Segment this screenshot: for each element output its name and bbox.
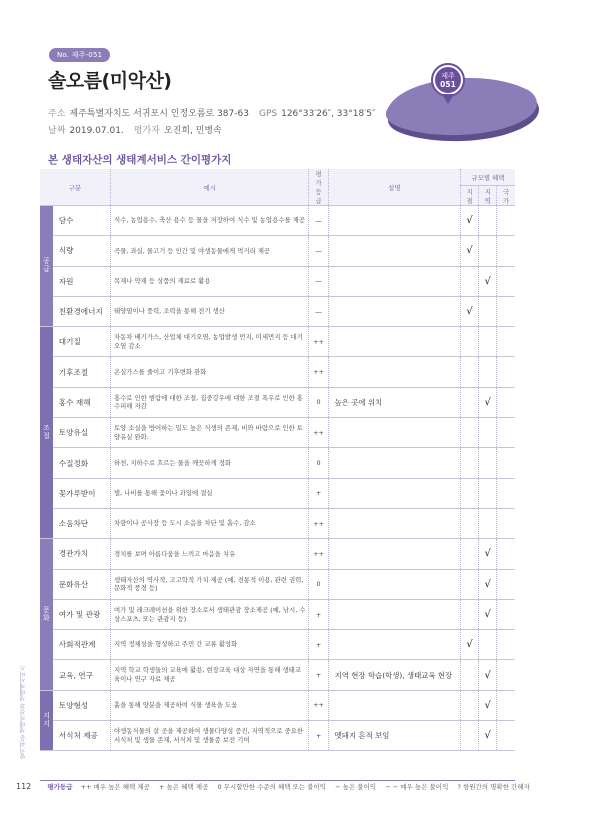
- check-national: [497, 206, 515, 236]
- legend-item: − − 매우 높은 불이익: [385, 783, 449, 791]
- table-row: [40, 448, 515, 478]
- check-national: [497, 508, 515, 538]
- check-regional: √: [479, 690, 497, 720]
- gps-value: 126°33′26″, 33°18′5″: [281, 109, 376, 119]
- check-national: [497, 387, 515, 417]
- service-grade: ++: [309, 418, 328, 448]
- service-example: 하천, 지하수로 흐르는 물을 깨끗하게 정화: [110, 448, 309, 478]
- check-local: √: [461, 206, 479, 236]
- table-row: [40, 387, 515, 417]
- service-description: [328, 448, 460, 478]
- check-national: [497, 660, 515, 690]
- service-description: [328, 236, 460, 266]
- check-national: [497, 236, 515, 266]
- service-example: 흙을 통해 양분을 제공하여 식물 생육을 도움: [110, 690, 309, 720]
- table-row: [40, 539, 515, 569]
- service-description: 높은 곳에 위치: [328, 387, 460, 417]
- service-example: 목재나 약재 등 상품의 재료로 활용: [110, 266, 309, 296]
- check-regional: [479, 296, 497, 326]
- date-value: 2019.07.01.: [69, 126, 124, 136]
- check-regional: [479, 448, 497, 478]
- check-local: [461, 357, 479, 387]
- check-local: [461, 508, 479, 538]
- header-desc: 설명: [328, 169, 460, 206]
- check-local: [461, 448, 479, 478]
- service-name: 소음차단: [53, 508, 111, 538]
- check-regional: [479, 478, 497, 508]
- service-name: 친환경에너지: [53, 296, 111, 326]
- service-example: 벌, 나비를 통해 꽃이나 과일에 결실: [110, 478, 309, 508]
- check-regional: √: [479, 599, 497, 629]
- service-name: 경관가치: [53, 539, 111, 569]
- service-description: [328, 266, 460, 296]
- service-name: 담수: [53, 206, 111, 236]
- service-name: 여가 및 관광: [53, 599, 111, 629]
- table-row: [40, 599, 515, 629]
- legend-item: ++ 매우 높은 혜택 제공: [80, 783, 150, 791]
- service-name: 교육, 연구: [53, 660, 111, 690]
- check-local: [461, 539, 479, 569]
- table-row: [40, 690, 515, 720]
- check-regional: √: [479, 266, 497, 296]
- page-number: 112: [16, 782, 32, 791]
- table-row: [40, 206, 515, 236]
- service-description: [328, 539, 460, 569]
- check-local: √: [461, 630, 479, 660]
- check-regional: √: [479, 387, 497, 417]
- service-name: 기후조절: [53, 357, 111, 387]
- service-name: 문화유산: [53, 569, 111, 599]
- check-national: [497, 690, 515, 720]
- pin-label-number: 051: [440, 80, 456, 89]
- table-row: [40, 508, 515, 538]
- evaluator-label: 평가자: [133, 126, 160, 136]
- table-row: [40, 266, 515, 296]
- service-example: 여가 및 레크레이션을 위한 장소로서 생태관광 장소제공 (예, 낚시, 수상스포츠, 또는 관광지 등): [110, 599, 309, 629]
- table-row: [40, 630, 515, 660]
- check-local: √: [461, 236, 479, 266]
- service-grade: ―: [309, 206, 328, 236]
- service-grade: ―: [309, 296, 328, 326]
- service-grade: ++: [309, 690, 328, 720]
- legend-label: 평가등급: [47, 783, 73, 791]
- category-label: 조절: [40, 327, 53, 539]
- asset-number-badge: No. 제주-051: [49, 48, 110, 62]
- service-name: 꽃가루받이: [53, 478, 111, 508]
- service-grade: +: [309, 660, 328, 690]
- service-name: 사회적관계: [53, 630, 111, 660]
- address-value: 제주특별자치도 서귀포시 인정오름로 387-63: [69, 109, 249, 119]
- section-title: 본 생태자산의 생태계서비스 간이평가지: [48, 154, 232, 166]
- jeju-island-map: [384, 52, 544, 147]
- header-regional: 지역: [479, 186, 497, 206]
- service-description: 지역 현장 학습(학생), 생태교육 현장: [328, 660, 460, 690]
- address-label: 주소: [48, 109, 66, 119]
- ecosystem-service-rows: [40, 206, 515, 751]
- legend-item: − 높은 불이익: [335, 783, 377, 791]
- pin-label-region: 제주: [441, 72, 455, 80]
- service-grade: 0: [309, 387, 328, 417]
- check-regional: √: [479, 660, 497, 690]
- check-national: [497, 266, 515, 296]
- service-example: 야생동식물의 살 곳을 제공하여 생물다양성 증진, 지역적으로 중요한 서식처 및 생물 존재, 서식처 및 생물종 보전 기여: [110, 721, 309, 751]
- category-label: 문화: [40, 539, 53, 690]
- check-national: [497, 599, 515, 629]
- table-row: [40, 296, 515, 326]
- service-name: 수질정화: [53, 448, 111, 478]
- check-local: [461, 569, 479, 599]
- service-name: 식량: [53, 236, 111, 266]
- legend-item: + 높은 혜택 제공: [159, 783, 209, 791]
- check-national: [497, 630, 515, 660]
- side-note: 알기쉬운 생태자산과 생태계서비스: [20, 665, 27, 759]
- check-national: [497, 296, 515, 326]
- check-national: [497, 357, 515, 387]
- check-national: [497, 569, 515, 599]
- check-national: [497, 418, 515, 448]
- header-scale: 규모별 혜택: [461, 169, 516, 186]
- header-local: 지점: [461, 186, 479, 206]
- date-line: [48, 123, 222, 136]
- service-example: 곡물, 과실, 물고기 등 인간 및 야생동물에게 먹거리 제공: [110, 236, 309, 266]
- check-regional: √: [479, 539, 497, 569]
- service-grade: ―: [309, 266, 328, 296]
- service-grade: ++: [309, 539, 328, 569]
- service-grade: ++: [309, 508, 328, 538]
- service-description: [328, 418, 460, 448]
- check-regional: [479, 630, 497, 660]
- page-title: 솔오름(미악산): [48, 70, 172, 92]
- check-national: [497, 539, 515, 569]
- service-description: [328, 478, 460, 508]
- table-row: [40, 721, 515, 751]
- gps-label: GPS: [258, 109, 278, 119]
- header-example: 예시: [110, 169, 309, 206]
- header-eval: 평가 등급: [309, 169, 328, 206]
- service-name: 홍수 재해: [53, 387, 111, 417]
- service-example: 홍수로 인한 범람에 대한 조절, 집중강우에 대한 조절 폭우로 인한 홍수피해 저감: [110, 387, 309, 417]
- service-example: 식수, 농업용수, 축산 용수 등 물을 저장하여 식수 및 농업용수를 제공: [110, 206, 309, 236]
- service-description: [328, 296, 460, 326]
- service-name: 서식처 제공: [53, 721, 111, 751]
- check-local: [461, 327, 479, 357]
- check-local: [461, 418, 479, 448]
- check-national: [497, 478, 515, 508]
- address-line: [48, 106, 375, 119]
- service-grade: ++: [309, 357, 328, 387]
- service-description: [328, 357, 460, 387]
- service-example: 토양 소실을 방어하는 밀도 높은 식생의 존재, 비와 바람으로 인한 토양유실 완화.: [110, 418, 309, 448]
- ecosystem-service-table: [40, 169, 515, 751]
- service-description: [328, 206, 460, 236]
- check-local: [461, 599, 479, 629]
- table-row: [40, 327, 515, 357]
- header-national: 국가: [497, 186, 515, 206]
- legend-item: 0 무시할만한 수준의 혜택 또는 불이익: [217, 783, 327, 791]
- service-grade: +: [309, 630, 328, 660]
- check-regional: [479, 327, 497, 357]
- service-example: 태양열이나 풍력, 조력을 통해 전기 생산: [110, 296, 309, 326]
- check-local: [461, 721, 479, 751]
- service-example: 자동차 배기가스, 산업체 대기오염, 농업발생 먼지, 미세먼지 등 대기오염 감소: [110, 327, 309, 357]
- table-row: [40, 236, 515, 266]
- service-description: [328, 569, 460, 599]
- service-example: 경치를 보며 아름다움을 느끼고 마음을 치유: [110, 539, 309, 569]
- check-regional: [479, 206, 497, 236]
- service-description: [328, 599, 460, 629]
- service-example: 차량이나 공사장 등 도시 소음을 차단 및 흡수, 감소: [110, 508, 309, 538]
- footer-rule: [40, 780, 515, 781]
- category-label: 공급: [40, 206, 53, 327]
- table-row: [40, 569, 515, 599]
- legend-item: ? 항원간의 명확한 간해자: [457, 783, 530, 791]
- service-grade: +: [309, 478, 328, 508]
- table-row: [40, 418, 515, 448]
- service-grade: 0: [309, 569, 328, 599]
- check-regional: √: [479, 569, 497, 599]
- table-row: [40, 357, 515, 387]
- check-national: [497, 721, 515, 751]
- category-label: 지지: [40, 690, 53, 751]
- check-local: [461, 478, 479, 508]
- check-regional: [479, 357, 497, 387]
- check-regional: [479, 508, 497, 538]
- service-grade: 0: [309, 448, 328, 478]
- service-example: 온실가스를 줄이고 기후변화 완화: [110, 357, 309, 387]
- table-row: [40, 660, 515, 690]
- service-name: 대기질: [53, 327, 111, 357]
- service-description: [328, 508, 460, 538]
- service-example: 지역 학교 학생들의 교육에 활용, 현장교육 대상 자연을 통해 생태교육이나 연구 자료 제공: [110, 660, 309, 690]
- service-example: 생태자산의 역사적, 고고학적 가치 제공 (예, 전통적 이용, 관련 권력, 문화적 풍경 등): [110, 569, 309, 599]
- check-regional: [479, 418, 497, 448]
- service-grade: ―: [309, 236, 328, 266]
- service-description: [328, 327, 460, 357]
- service-name: 자원: [53, 266, 111, 296]
- check-local: [461, 690, 479, 720]
- footer-legend: [16, 782, 530, 791]
- service-description: [328, 630, 460, 660]
- check-national: [497, 448, 515, 478]
- service-grade: +: [309, 721, 328, 751]
- date-label: 날짜: [48, 126, 66, 136]
- check-national: [497, 327, 515, 357]
- check-regional: [479, 236, 497, 266]
- header-category: 구분: [40, 169, 110, 206]
- service-name: 토양형성: [53, 690, 111, 720]
- check-local: [461, 660, 479, 690]
- table-row: [40, 478, 515, 508]
- check-local: [461, 387, 479, 417]
- service-description: [328, 690, 460, 720]
- service-name: 토양유실: [53, 418, 111, 448]
- check-local: [461, 266, 479, 296]
- evaluator-value: 오진희, 민병속: [163, 126, 222, 136]
- check-regional: √: [479, 721, 497, 751]
- service-description: 멧돼지 흔적 보임: [328, 721, 460, 751]
- check-local: √: [461, 296, 479, 326]
- service-grade: +: [309, 599, 328, 629]
- service-grade: ++: [309, 327, 328, 357]
- service-example: 지역 정체성을 형성하고 주민 간 교류 활성화: [110, 630, 309, 660]
